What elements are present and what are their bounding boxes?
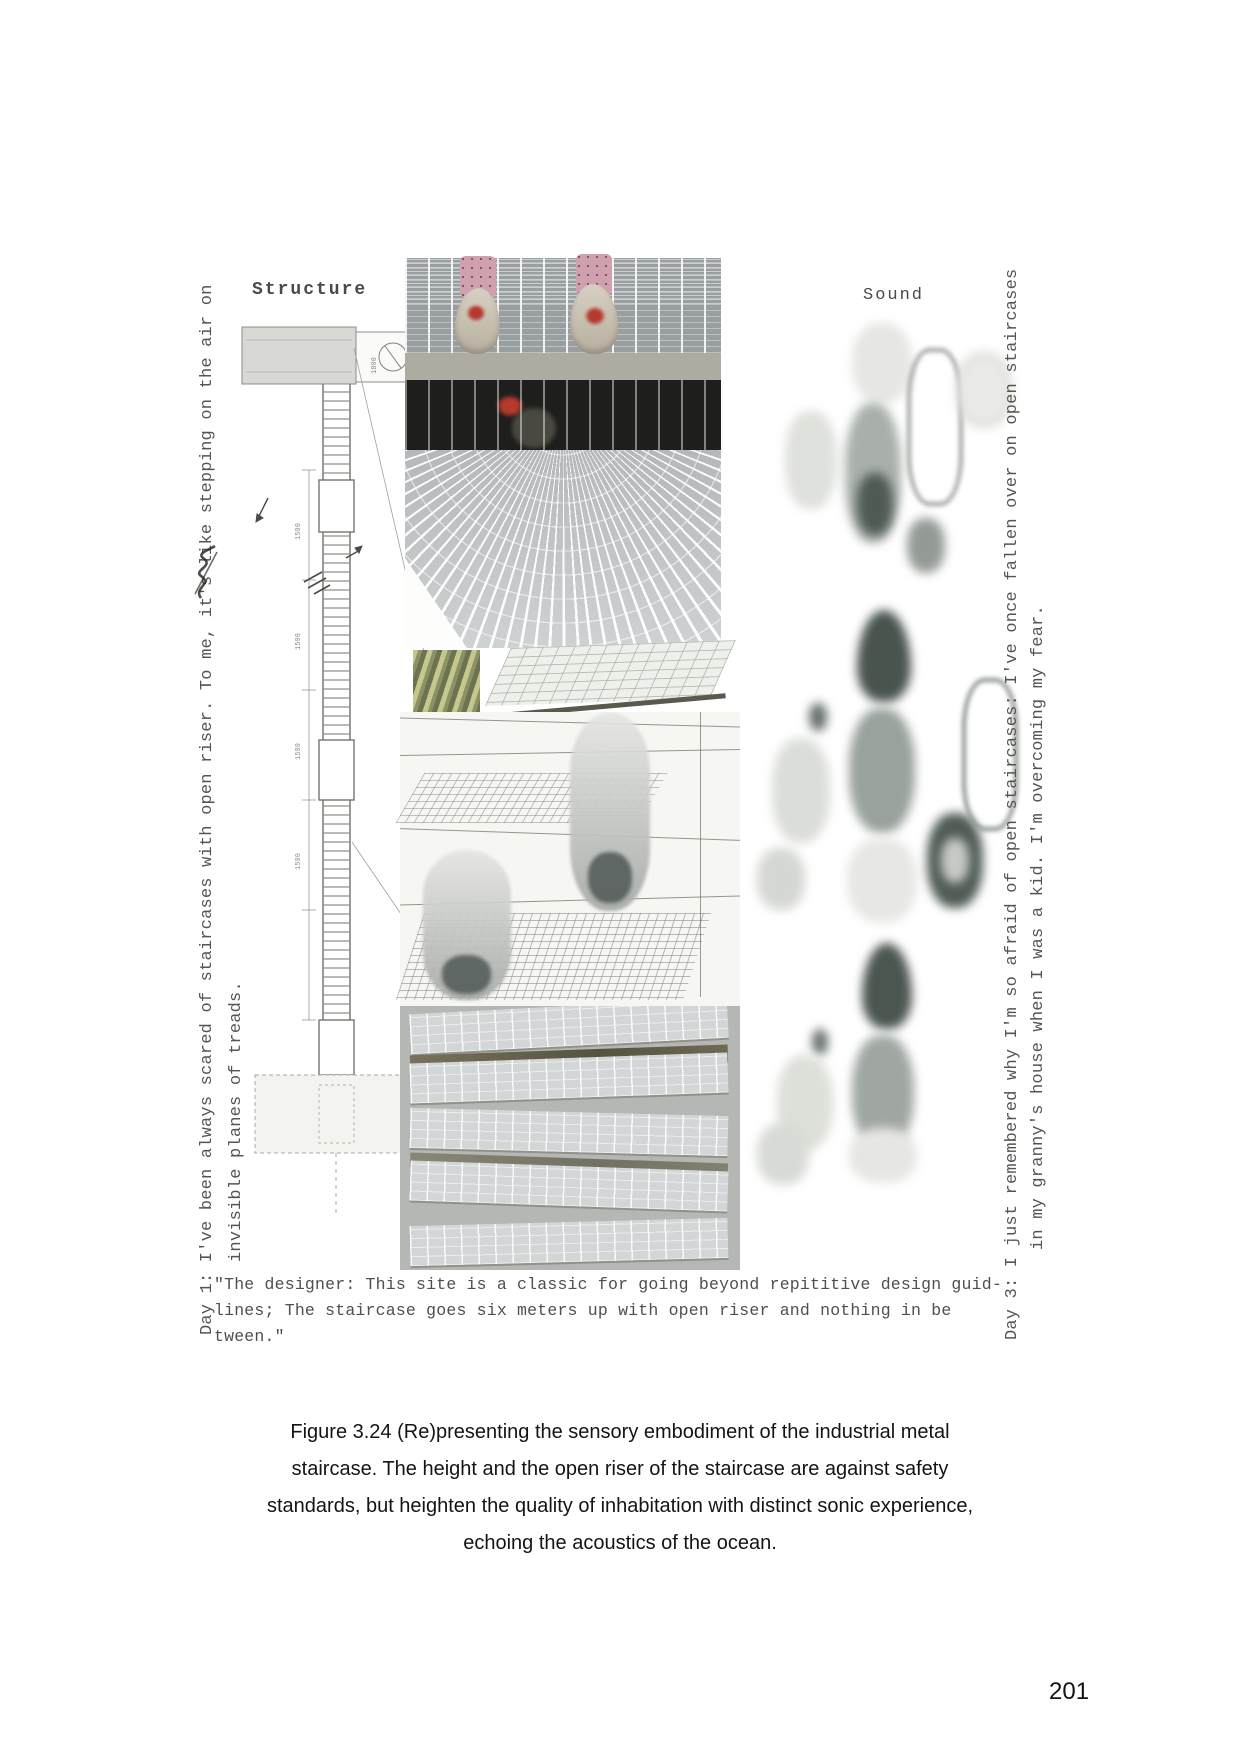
open-riser-stairs-photo (400, 1006, 740, 1270)
stair-top-landing (242, 327, 422, 384)
sound-blob (847, 838, 917, 923)
staircase-photo-collage (400, 258, 740, 1270)
margin-note-day3-line1: Day 3: I just remembered why I'm so afraid of open staircases: I've once fallen over on open staircases (1003, 268, 1022, 1340)
caption-line: echoing the acoustics of the ocean. (463, 1532, 777, 1554)
sound-blob (785, 411, 837, 509)
sound-blob (907, 518, 945, 573)
caption-line: Figure 3.24 (Re)presenting the sensory embodiment of the industrial metal (290, 1421, 950, 1443)
sound-blob-outline (907, 348, 963, 506)
sketch-line (400, 718, 740, 728)
sound-blob (849, 708, 915, 833)
handwritten-scribble (191, 544, 223, 602)
sketch-pole (700, 712, 701, 997)
grating-stripes-overlay (405, 380, 721, 450)
ghost-foot (588, 852, 632, 903)
figure-caption (155, 1414, 1085, 1562)
sound-blob (862, 943, 912, 1029)
stone-ledge-band (405, 353, 721, 380)
sound-blob (757, 1123, 809, 1185)
sound-blob (857, 610, 911, 702)
dim-label: 1500 (295, 853, 303, 870)
stair-tread (410, 1108, 729, 1156)
sound-blob (852, 323, 912, 403)
quote-line: lines; The staircase goes six meters up with open riser and nothing in be (214, 1301, 952, 1320)
ghost-foot (442, 955, 490, 994)
margin-note-day1-line1: Day 1: I've been always scared of staircases with open riser. To me, it's like stepping on the air on (198, 284, 217, 1335)
quote-line: "The designer: This site is a classic for going beyond repititive design guid- (214, 1275, 1002, 1294)
red-shoe-detail (466, 304, 486, 322)
sound-blob (849, 1128, 917, 1183)
stair-ladder (319, 384, 354, 1075)
margin-note-day1-line2: invisible planes of treads. (227, 981, 246, 1262)
sound-blob (809, 703, 827, 731)
caption-line: standards, but heighten the quality of inhabitation with distinct sonic experience, (267, 1495, 973, 1517)
dim-label: 1500 (295, 633, 303, 650)
sound-blob (857, 473, 893, 535)
corrugated-wall-photo (413, 650, 480, 712)
dense-grating-strip (405, 258, 721, 304)
page-number: 201 (1049, 1678, 1090, 1705)
quote-line: tween." (214, 1327, 285, 1346)
margin-note-day3-line2: in my granny's house when I was a kid. I'm overcoming my fear. (1029, 605, 1048, 1250)
dim-label: 1500 (295, 523, 303, 540)
structure-label: Structure (252, 280, 368, 300)
sound-blob (772, 738, 830, 843)
sound-collage (757, 323, 1007, 1188)
sketch-line (400, 749, 740, 756)
sound-blob (757, 848, 805, 910)
ghost-leg (423, 850, 511, 1000)
sound-label: Sound (863, 286, 925, 305)
stair-bottom-plan (255, 1075, 420, 1215)
caption-line: staircase. The height and the open riser of the staircase are against safety (291, 1458, 949, 1480)
ghost-leg (570, 713, 650, 911)
sound-blob (941, 838, 969, 883)
dim-label: 1800 (371, 357, 379, 374)
sound-blob (812, 1029, 828, 1055)
sketch-overlay-section (400, 712, 740, 1006)
red-shoe-detail (584, 306, 606, 326)
grating-perspective-photo (405, 450, 721, 648)
stair-tread (410, 1218, 729, 1266)
dim-label: 1500 (295, 743, 303, 760)
designer-quote (214, 1272, 1002, 1350)
dimension-chain-left (302, 470, 316, 1020)
